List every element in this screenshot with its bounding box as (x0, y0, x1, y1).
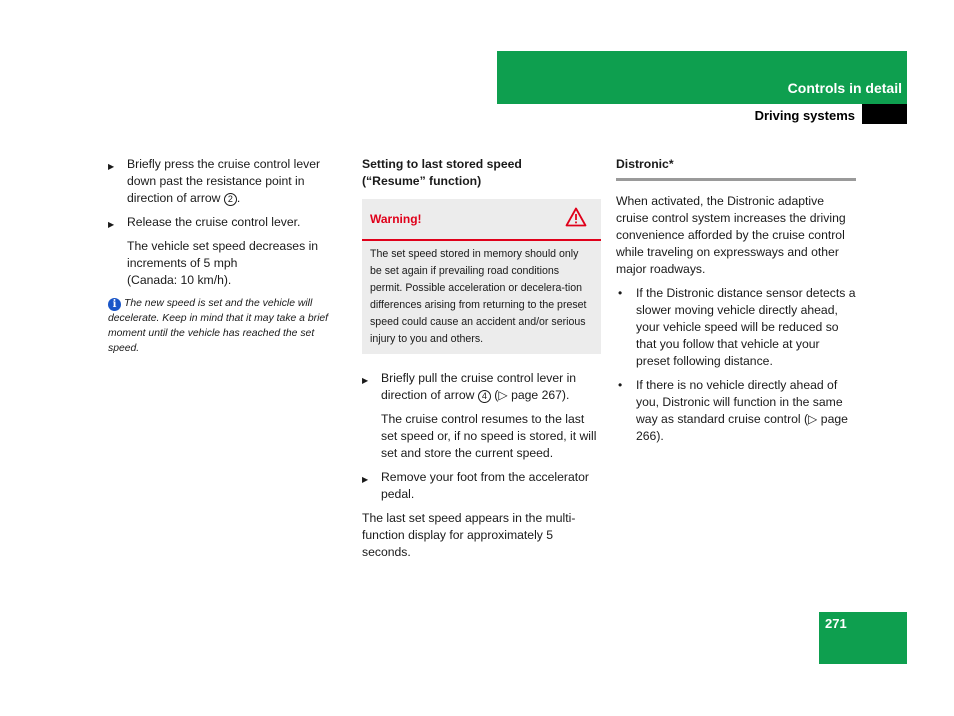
warning-header (362, 199, 601, 241)
result-canada: (Canada: 10 km/h). (127, 273, 232, 287)
arrow-number-badge: 2 (224, 193, 237, 206)
heading-line-1: Setting to last stored speed (362, 157, 522, 171)
result-text: The vehicle set speed decreases in increments of 5 mph (127, 239, 319, 270)
step-pull-lever (362, 370, 602, 404)
paragraph-display: The last set speed appears in the multi-function display for approximately 5 seconds. (362, 511, 576, 559)
note-text: The new speed is set and the vehicle will decelerate. Keep in mind that it may take a brief moment until the vehicle has reached the set speed. (108, 298, 329, 354)
info-icon: i (108, 298, 121, 311)
resume-heading (362, 156, 602, 190)
section-tab (862, 104, 907, 124)
step-result: The cruise control resumes to the last set speed or, if no speed is stored, it will set and store the current speed. (381, 412, 597, 460)
warning-title: Warning! (370, 212, 422, 226)
distronic-intro: When activated, the Distronic adaptive cruise control system increases the driving convenience afforded by the cruise control while traveling on expressways and other major roadways. (616, 194, 846, 276)
heading-line-2: (“Resume” function) (362, 174, 482, 188)
step-text: Briefly pull the cruise control lever in direction of arrow (381, 371, 577, 402)
distronic-title: Distronic* (616, 156, 856, 181)
arrow-number-badge: 4 (478, 390, 491, 403)
step-press-lever (108, 156, 348, 207)
list-item: • If the Distronic distance sensor detects a slower moving vehicle directly ahead, your vehicle speed will be reduced so that you follow that vehicle at your preset following distance. (616, 285, 856, 370)
column-right (616, 156, 856, 452)
page-ref: (▷ page 267). (490, 388, 570, 402)
warning-triangle-icon (565, 207, 587, 232)
column-middle (362, 156, 602, 568)
step-remove-foot: ▶ Remove your foot from the accelerator pedal. (362, 469, 602, 503)
step-result (108, 238, 348, 289)
step-release-lever: ▶ Release the cruise control lever. (108, 214, 348, 231)
step-text-end: . (236, 191, 241, 205)
warning-body: The set speed stored in memory should only be set again if prevailing road conditions permit. Possible acceleration or decelera-tion differences arising from returning to the preset speed could cause an accident and/or serious injury to you and others. (370, 248, 587, 345)
section-title: Controls in detail (787, 80, 902, 96)
column-left (108, 156, 348, 356)
step-text: Briefly press the cruise control lever down past the resistance point in direction of arrow (127, 157, 321, 205)
warning-box (362, 199, 601, 354)
page-number: 271 (825, 616, 847, 631)
subsection-title: Driving systems (754, 108, 855, 123)
info-note (108, 296, 348, 356)
header-bar (497, 51, 907, 104)
list-item: • If there is no vehicle directly ahead of you, Distronic will function in the same way as standard cruise control (▷ page 266). (616, 377, 856, 445)
